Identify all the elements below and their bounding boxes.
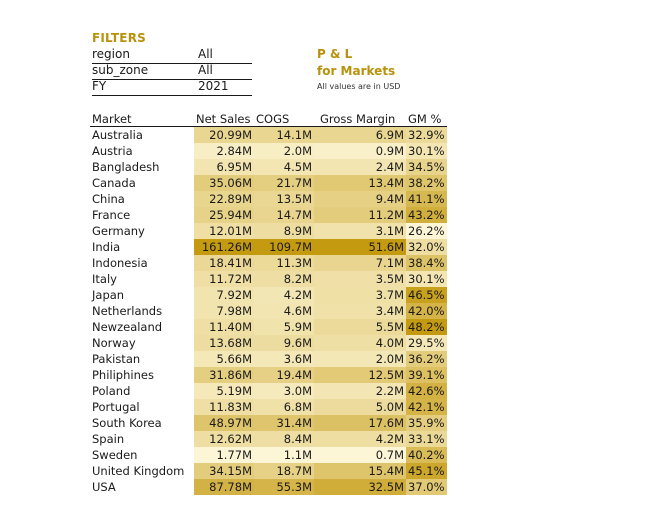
cell-cogs: 8.9M <box>254 223 314 239</box>
table-row <box>90 319 447 335</box>
cell-market: Philiphines <box>92 368 154 382</box>
cell-gm-pct: 40.2% <box>408 448 445 462</box>
cell-gross-margin: 2.0M <box>314 351 406 367</box>
cell-cogs: 8.2M <box>254 271 314 287</box>
cell-cogs: 4.5M <box>254 159 314 175</box>
cell-gross-margin: 7.1M <box>314 255 406 271</box>
cell-gross-margin: 12.5M <box>314 367 406 383</box>
cell-net-sales: 12.01M <box>194 223 254 239</box>
cell-net-sales: 2.84M <box>194 143 254 159</box>
table-row <box>90 351 447 367</box>
filter-sub-zone-value[interactable]: All <box>198 63 213 77</box>
cell-gm-pct: 42.0% <box>408 304 445 318</box>
cell-net-sales: 11.83M <box>194 399 254 415</box>
cell-net-sales: 22.89M <box>194 191 254 207</box>
cell-net-sales: 1.77M <box>194 447 254 463</box>
table-row <box>90 463 447 479</box>
cell-net-sales: 25.94M <box>194 207 254 223</box>
filter-fy-value[interactable]: 2021 <box>198 79 229 93</box>
cell-market: Newzealand <box>92 320 163 334</box>
cell-gm-pct: 30.1% <box>408 272 445 286</box>
table-body <box>90 127 447 496</box>
cell-net-sales: 161.26M <box>194 239 254 255</box>
filters-title: FILTERS <box>92 31 146 45</box>
cell-market: South Korea <box>92 416 162 430</box>
table-header-row <box>90 111 447 127</box>
currency-note: All values are in USD <box>317 82 401 91</box>
filter-region[interactable] <box>92 47 252 63</box>
cell-gm-pct: 33.1% <box>408 432 445 446</box>
cell-gross-margin: 9.4M <box>314 191 406 207</box>
cell-market: Spain <box>92 432 125 446</box>
cell-market: Bangladesh <box>92 160 160 174</box>
cell-market: China <box>92 192 125 206</box>
cell-gm-pct: 42.6% <box>408 384 445 398</box>
cell-net-sales: 34.15M <box>194 463 254 479</box>
cell-cogs: 3.0M <box>254 383 314 399</box>
cell-gm-pct: 34.5% <box>408 160 445 174</box>
cell-gross-margin: 17.6M <box>314 415 406 431</box>
cell-cogs: 9.6M <box>254 335 314 351</box>
cell-net-sales: 11.40M <box>194 319 254 335</box>
cell-gross-margin: 0.9M <box>314 143 406 159</box>
cell-net-sales: 12.62M <box>194 431 254 447</box>
cell-gross-margin: 32.5M <box>314 479 406 495</box>
table-row <box>90 239 447 255</box>
pl-subtitle: for Markets <box>317 64 396 78</box>
table-row <box>90 159 447 175</box>
cell-gross-margin: 15.4M <box>314 463 406 479</box>
cell-net-sales: 35.06M <box>194 175 254 191</box>
cell-market: Germany <box>92 224 145 238</box>
cell-net-sales: 5.19M <box>194 383 254 399</box>
cell-net-sales: 13.68M <box>194 335 254 351</box>
cell-gross-margin: 5.0M <box>314 399 406 415</box>
cell-gm-pct: 43.2% <box>408 208 445 222</box>
cell-gross-margin: 2.2M <box>314 383 406 399</box>
cell-cogs: 31.4M <box>254 415 314 431</box>
header-gm-pct[interactable]: GM % <box>406 111 447 127</box>
cell-net-sales: 6.95M <box>194 159 254 175</box>
cell-gm-pct: 32.0% <box>408 240 445 254</box>
cell-net-sales: 7.92M <box>194 287 254 303</box>
cell-cogs: 19.4M <box>254 367 314 383</box>
table-row <box>90 191 447 207</box>
table-row <box>90 175 447 191</box>
cell-gm-pct: 39.1% <box>408 368 445 382</box>
cell-cogs: 2.0M <box>254 143 314 159</box>
cell-cogs: 18.7M <box>254 463 314 479</box>
table-row <box>90 383 447 399</box>
cell-market: Italy <box>92 272 117 286</box>
cell-cogs: 3.6M <box>254 351 314 367</box>
cell-market: Norway <box>92 336 136 350</box>
cell-net-sales: 87.78M <box>194 479 254 495</box>
cell-net-sales: 5.66M <box>194 351 254 367</box>
cell-cogs: 109.7M <box>254 239 314 255</box>
cell-gm-pct: 41.1% <box>408 192 445 206</box>
cell-gm-pct: 45.1% <box>408 464 445 478</box>
cell-gm-pct: 48.2% <box>408 320 445 334</box>
filter-region-value[interactable]: All <box>198 47 213 61</box>
cell-market: India <box>92 240 121 254</box>
cell-market: Canada <box>92 176 136 190</box>
cell-market: Austria <box>92 144 133 158</box>
cell-gross-margin: 3.4M <box>314 303 406 319</box>
cell-gm-pct: 38.2% <box>408 176 445 190</box>
table-row <box>90 127 447 144</box>
cell-cogs: 1.1M <box>254 447 314 463</box>
cell-market: Portugal <box>92 400 140 414</box>
cell-market: United Kingdom <box>92 464 185 478</box>
pl-title: P & L <box>317 47 353 61</box>
cell-gm-pct: 42.1% <box>408 400 445 414</box>
cell-gm-pct: 36.2% <box>408 352 445 366</box>
cell-net-sales: 18.41M <box>194 255 254 271</box>
header-net-sales[interactable]: Net Sales <box>194 111 254 127</box>
table-row <box>90 287 447 303</box>
cell-gm-pct: 32.9% <box>408 128 445 142</box>
table-row <box>90 479 447 495</box>
table-row <box>90 399 447 415</box>
table-row <box>90 143 447 159</box>
cell-market: France <box>92 208 131 222</box>
filter-sub-zone-label: sub_zone <box>92 63 149 77</box>
filter-region-label: region <box>92 47 130 61</box>
table-row <box>90 255 447 271</box>
table-row <box>90 415 447 431</box>
cell-net-sales: 11.72M <box>194 271 254 287</box>
table-row <box>90 207 447 223</box>
table-row <box>90 271 447 287</box>
cell-market: Japan <box>92 288 125 302</box>
cell-cogs: 14.1M <box>254 127 314 144</box>
cell-cogs: 8.4M <box>254 431 314 447</box>
table-row <box>90 335 447 351</box>
cell-cogs: 13.5M <box>254 191 314 207</box>
cell-gm-pct: 35.9% <box>408 416 445 430</box>
filter-fy-label: FY <box>92 79 107 93</box>
cell-gm-pct: 26.2% <box>408 224 445 238</box>
cell-gm-pct: 29.5% <box>408 336 445 350</box>
cell-gross-margin: 3.5M <box>314 271 406 287</box>
cell-gross-margin: 3.7M <box>314 287 406 303</box>
cell-net-sales: 31.86M <box>194 367 254 383</box>
table-row <box>90 303 447 319</box>
cell-market: USA <box>92 480 116 494</box>
cell-gm-pct: 37.0% <box>408 480 445 494</box>
cell-gm-pct: 30.1% <box>408 144 445 158</box>
cell-gross-margin: 4.0M <box>314 335 406 351</box>
cell-cogs: 6.8M <box>254 399 314 415</box>
cell-gross-margin: 3.1M <box>314 223 406 239</box>
filter-sub-zone[interactable] <box>92 63 252 79</box>
cell-gross-margin: 13.4M <box>314 175 406 191</box>
header-cogs[interactable]: COGS <box>254 111 314 127</box>
table-row <box>90 447 447 463</box>
cell-cogs: 4.2M <box>254 287 314 303</box>
cell-market: Sweden <box>92 448 138 462</box>
cell-gross-margin: 2.4M <box>314 159 406 175</box>
cell-gross-margin: 5.5M <box>314 319 406 335</box>
cell-gm-pct: 46.5% <box>408 288 445 302</box>
cell-gross-margin: 0.7M <box>314 447 406 463</box>
filter-fy[interactable] <box>92 79 252 95</box>
cell-gross-margin: 11.2M <box>314 207 406 223</box>
table-row <box>90 431 447 447</box>
table-row <box>90 367 447 383</box>
cell-gross-margin: 6.9M <box>314 127 406 144</box>
cell-market: Pakistan <box>92 352 141 366</box>
cell-gross-margin: 4.2M <box>314 431 406 447</box>
cell-cogs: 55.3M <box>254 479 314 495</box>
cell-net-sales: 48.97M <box>194 415 254 431</box>
cell-cogs: 4.6M <box>254 303 314 319</box>
cell-market: Poland <box>92 384 131 398</box>
header-market[interactable]: Market <box>90 111 194 127</box>
cell-gross-margin: 51.6M <box>314 239 406 255</box>
cell-net-sales: 20.99M <box>194 127 254 144</box>
cell-cogs: 5.9M <box>254 319 314 335</box>
table-row <box>90 223 447 239</box>
header-gross-margin[interactable]: Gross Margin <box>314 111 406 127</box>
cell-market: Indonesia <box>92 256 148 270</box>
cell-net-sales: 7.98M <box>194 303 254 319</box>
pl-table <box>90 111 447 495</box>
filter-divider <box>92 95 252 96</box>
cell-market: Netherlands <box>92 304 163 318</box>
cell-gm-pct: 38.4% <box>408 256 445 270</box>
cell-market: Australia <box>92 128 143 142</box>
cell-cogs: 21.7M <box>254 175 314 191</box>
cell-cogs: 14.7M <box>254 207 314 223</box>
cell-cogs: 11.3M <box>254 255 314 271</box>
